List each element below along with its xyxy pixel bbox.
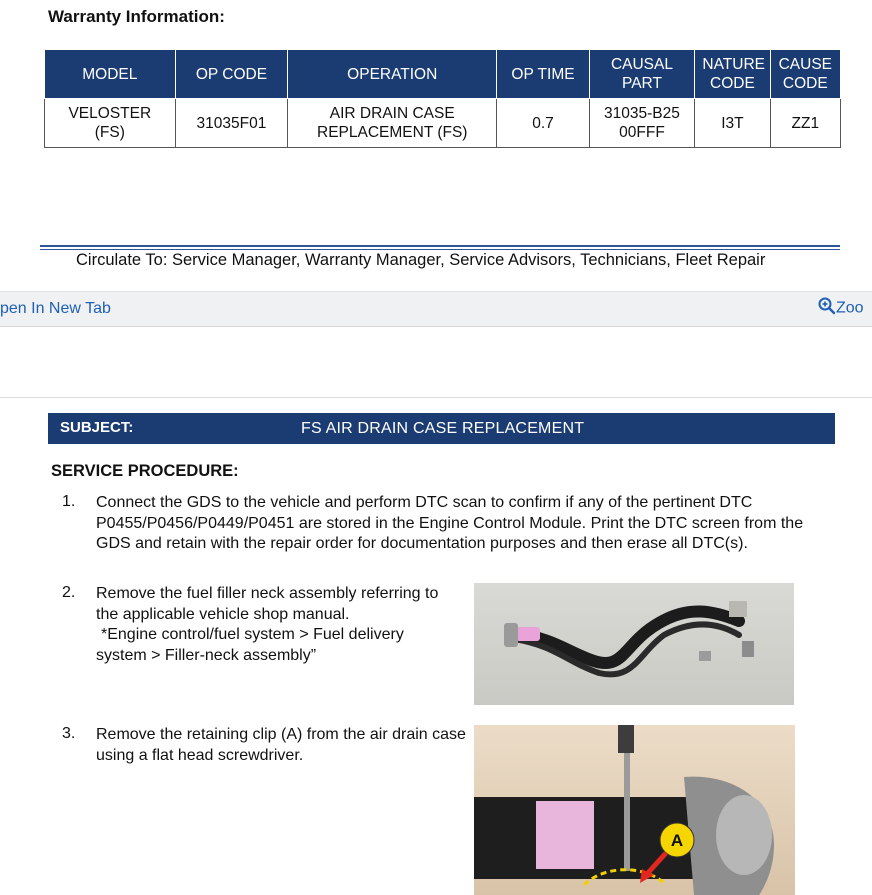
page-edge — [0, 397, 872, 398]
subject-value: FS AIR DRAIN CASE REPLACEMENT — [301, 420, 585, 437]
callout-label-a: A — [670, 831, 684, 850]
step-3-number: 3. — [62, 725, 76, 742]
table-row — [45, 99, 841, 148]
warranty-title: Warranty Information: — [48, 7, 225, 26]
warranty-page — [0, 0, 872, 290]
col-header-operation: OPERATION — [288, 50, 497, 99]
divider-rule — [40, 245, 840, 247]
circulate-to-text: Circulate To: Service Manager, Warranty Manager, Service Advisors, Technicians, Fleet Repair — [76, 251, 766, 269]
cell-cause-code: ZZ1 — [770, 99, 840, 148]
step-3-text: Remove the retaining clip (A) from the air drain case using a flat head screwdriver. — [96, 726, 466, 764]
divider-rule-thin — [40, 249, 840, 250]
col-header-causal-part: CAUSAL PART — [589, 50, 695, 99]
filler-neck-photo — [474, 583, 794, 705]
col-header-op-time: OP TIME — [497, 50, 589, 99]
subject-label: SUBJECT: — [60, 419, 134, 436]
step-1-number: 1. — [62, 493, 76, 510]
col-header-op-code: OP CODE — [175, 50, 288, 99]
cell-nature-code: I3T — [695, 99, 770, 148]
col-header-nature-code: NATURE CODE — [695, 50, 770, 99]
cell-causal-part: 31035-B2500FFF — [589, 99, 695, 148]
warranty-table — [44, 49, 841, 148]
step-2-text: Remove the fuel filler neck assembly referring to the applicable vehicle shop manual. — [96, 585, 439, 623]
col-header-model: MODEL — [45, 50, 176, 99]
step-2-note: *Engine control/fuel system > Fuel delivery system > Filler-neck assembly” — [96, 626, 404, 664]
cell-operation: AIR DRAIN CASE REPLACEMENT (FS) — [288, 99, 497, 148]
step-1-text: Connect the GDS to the vehicle and perform DTC scan to confirm if any of the pertinent DTC P0455/P0456/P0449/P0451 are stored in the Engine Control Module. Print the DTC screen from the GDS and retain with the repair order for documentation purposes and then erase all DTC(s). — [96, 494, 804, 552]
page-gap — [0, 327, 872, 397]
zoom-label: Zoo — [836, 299, 864, 317]
zoom-magnifier-icon — [818, 297, 836, 320]
zoom-button[interactable] — [818, 297, 864, 320]
cell-model: VELOSTER (FS) — [45, 99, 176, 148]
open-in-new-tab-link[interactable]: pen In New Tab — [0, 300, 111, 317]
step-2-number: 2. — [62, 584, 76, 601]
warranty-header-row — [45, 50, 841, 99]
subject-bar — [48, 413, 835, 444]
cell-op-code: 31035F01 — [175, 99, 288, 148]
service-procedure-title: SERVICE PROCEDURE: — [51, 462, 239, 480]
cell-op-time: 0.7 — [497, 99, 589, 148]
col-header-cause-code: CAUSE CODE — [770, 50, 840, 99]
retaining-clip-photo — [474, 725, 795, 895]
viewer-toolbar — [0, 291, 872, 328]
